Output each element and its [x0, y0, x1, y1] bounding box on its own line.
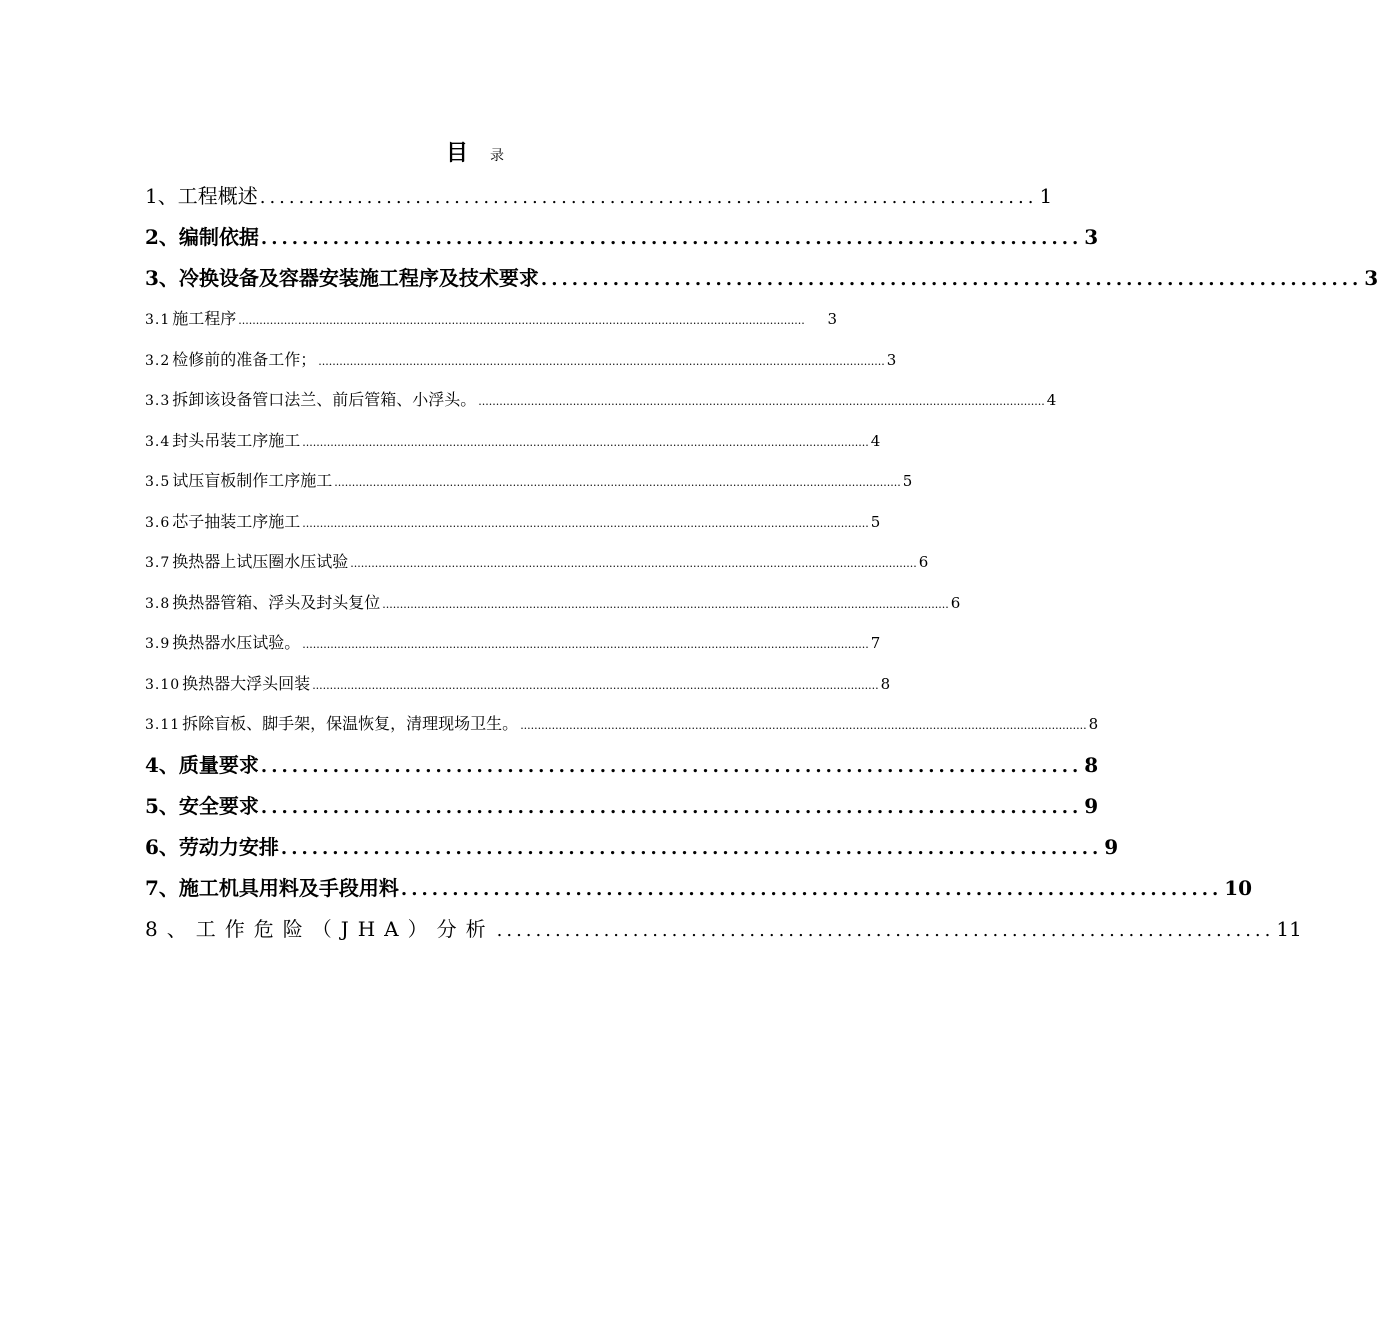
toc-entry-page: 3	[1084, 225, 1099, 249]
toc-entry-label: 3、冷换设备及容器安装施工程序及技术要求	[145, 266, 539, 290]
toc-subentry-label: 芯子抽装工序施工	[172, 511, 301, 531]
toc-subentry-page: 5	[870, 512, 881, 531]
dot-leader: ................................................................................	[540, 269, 1363, 290]
toc-entry[interactable]	[145, 868, 1253, 909]
toc-title	[0, 136, 950, 167]
toc-subentry-number: 3.7	[145, 555, 171, 571]
dot-leader: ..................................................................................................................................................................	[334, 476, 901, 489]
toc-subentry[interactable]	[145, 583, 961, 624]
dot-leader: ..................................................................................................................................................................	[478, 395, 1045, 408]
dot-leader: ..................................................................................................................................................................	[302, 638, 869, 651]
toc-entry-label: 1、工程概述	[145, 184, 258, 208]
toc-entry-label: 5、安全要求	[145, 793, 259, 818]
toc-subentry[interactable]	[145, 623, 881, 664]
toc-subentry-number: 3.4	[145, 433, 171, 450]
toc-subentry-page: 3	[886, 350, 897, 369]
toc-subentry-number: 3.11	[145, 717, 181, 733]
toc-entry-label: 6、劳动力安排	[145, 834, 279, 859]
toc-title-main: 目	[445, 140, 468, 166]
toc-subentry-label: 施工程序	[172, 309, 237, 328]
toc-subentry-number: 3.10	[145, 676, 181, 693]
dot-leader: ..................................................................................................................................................................	[520, 719, 1087, 732]
toc-subentry-page: 8	[880, 674, 891, 693]
toc-subentry-number: 3.6	[145, 514, 171, 531]
dot-leader: ..................................................................................................................................................................	[238, 314, 805, 327]
toc-entry-page: 11	[1276, 916, 1302, 941]
dot-leader: ..................................................................................................................................................................	[350, 557, 917, 570]
toc-list	[145, 176, 1378, 950]
dot-leader: ..................................................................................................................................................................	[318, 354, 885, 368]
toc-entry-page: 9	[1104, 834, 1119, 859]
toc-subentry-number: 3.9	[145, 636, 171, 652]
toc-subentry-label: 检修前的准备工作；	[172, 349, 317, 369]
toc-subentry-page: 7	[870, 634, 881, 652]
toc-entry-label: 2、编制依据	[145, 225, 259, 249]
toc-entry-page: 3	[1364, 266, 1378, 290]
toc-subentry-page: 4	[1046, 391, 1057, 409]
dot-leader: ..................................................................................................................................................................	[302, 435, 869, 449]
dot-leader: ................................................................................	[260, 796, 1083, 818]
toc-subentry-page: 4	[870, 431, 881, 450]
toc-subentry-label: 换热器水压试验。	[172, 633, 301, 652]
toc-subentry-label: 换热器大浮头回装	[182, 673, 311, 693]
toc-entry-page: 1	[1039, 184, 1053, 208]
toc-subentry-page: 5	[902, 472, 913, 490]
toc-subentry[interactable]	[145, 340, 897, 381]
toc-entry[interactable]	[145, 176, 1053, 217]
toc-entry[interactable]	[145, 217, 1099, 258]
toc-subentry[interactable]	[145, 299, 837, 340]
toc-entry-page: 10	[1224, 875, 1253, 900]
toc-subentry[interactable]	[145, 664, 891, 705]
toc-subentry-number: 3.3	[145, 393, 171, 409]
dot-leader: ................................................................................	[260, 228, 1083, 249]
toc-subentry-page: 8	[1088, 715, 1099, 733]
dot-leader: ................................................................................	[280, 837, 1103, 859]
toc-entry-label: 4、质量要求	[145, 752, 259, 777]
toc-entry-label: 8、工作危险（JHA）分析	[145, 916, 495, 941]
dot-leader: ..................................................................................................................................................................	[302, 516, 869, 530]
dot-leader: ..................................................................................................................................................................	[382, 597, 949, 611]
toc-subentry-number: 3.1	[145, 312, 171, 328]
dot-leader: ..................................................................................................................................................................	[312, 678, 879, 692]
toc-subentry-number: 3.5	[145, 474, 171, 490]
dot-leader: ................................................................................	[259, 187, 1038, 208]
toc-subentry-page: 3	[827, 310, 837, 328]
toc-subentry-label: 换热器上试压圈水压试验	[172, 552, 349, 571]
toc-entry-page: 8	[1084, 752, 1099, 777]
toc-entry-page: 9	[1084, 793, 1099, 818]
toc-subentry[interactable]	[145, 704, 1099, 745]
toc-subentry[interactable]	[145, 542, 929, 583]
toc-entry[interactable]	[145, 827, 1119, 868]
dot-leader: ................................................................................	[260, 755, 1083, 777]
toc-subentry-page: 6	[918, 553, 929, 571]
toc-subentry[interactable]	[145, 502, 881, 543]
toc-subentry[interactable]	[145, 380, 1057, 421]
dot-leader: ................................................................................	[496, 919, 1275, 941]
toc-subentry[interactable]	[145, 461, 913, 502]
toc-entry[interactable]	[145, 258, 1378, 299]
toc-entry[interactable]	[145, 909, 1302, 950]
toc-subentry-page: 6	[950, 593, 961, 612]
toc-entry[interactable]	[145, 786, 1099, 827]
toc-entry-label: 7、施工机具用料及手段用料	[145, 875, 399, 900]
toc-subentry-number: 3.8	[145, 595, 171, 612]
toc-subentry-number: 3.2	[145, 352, 171, 369]
toc-subentry-label: 换热器管箱、浮头及封头复位	[172, 592, 381, 612]
toc-title-sub: 录	[490, 148, 504, 164]
toc-entry[interactable]	[145, 745, 1099, 786]
toc-subentry[interactable]	[145, 421, 881, 462]
toc-subentry-label: 试压盲板制作工序施工	[172, 471, 333, 490]
toc-subentry-label: 封头吊装工序施工	[172, 430, 301, 450]
toc-subentry-label: 拆卸该设备管口法兰、前后管箱、小浮头。	[172, 390, 477, 409]
toc-subentry-label: 拆除盲板、脚手架，保温恢复，清理现场卫生。	[182, 714, 519, 733]
dot-leader: ................................................................................	[400, 878, 1223, 900]
